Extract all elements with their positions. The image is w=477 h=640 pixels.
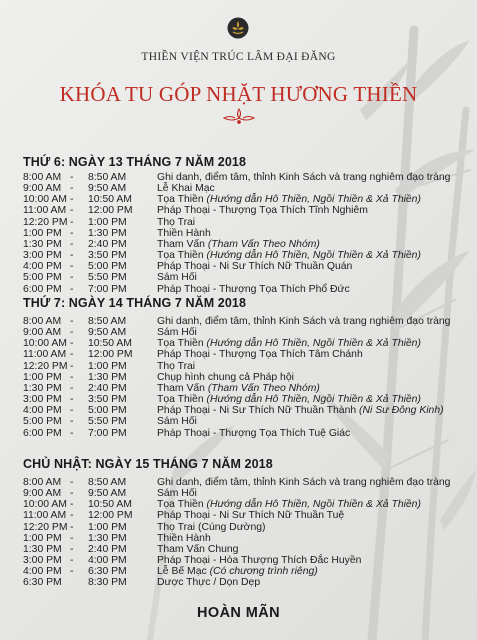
activity-note: (Hướng dẫn Hô Thiền, Ngồi Thiền & Xả Thiền) xyxy=(206,250,421,262)
end-time: 5:50 PM xyxy=(88,272,127,284)
time-separator: - xyxy=(70,316,74,327)
start-time: 5:00 PM xyxy=(23,416,62,428)
start-time: 9:00 AM xyxy=(23,488,62,500)
activity xyxy=(157,316,450,328)
start-time: 1:30 PM xyxy=(23,382,62,394)
start-time: 8:00 AM xyxy=(23,172,62,183)
end-time: 9:50 AM xyxy=(88,327,127,339)
activity-text: Thọ Trai xyxy=(157,216,196,228)
activity xyxy=(157,405,444,417)
activity-note: (Hướng dẫn Hô Thiền, Ngồi Thiền & Xả Thiền) xyxy=(206,394,421,406)
activity-text: Pháp Thoại - Thượng Tọa Thích Phổ Đức xyxy=(157,283,350,295)
activity-text: Pháp Thoại - Ni Sư Thích Nữ Thuần Tuệ xyxy=(157,510,345,522)
time-separator: - xyxy=(70,194,74,206)
activity-note: (Ni Sư Đông Kinh) xyxy=(359,405,444,417)
end-time: 2:40 PM xyxy=(88,382,127,394)
start-time: 1:00 PM xyxy=(23,227,62,239)
day-heading: CHỦ NHẬT: NGÀY 15 THÁNG 7 NĂM 2018 xyxy=(23,457,273,471)
activity xyxy=(157,428,350,440)
activity-note: (Hướng dẫn Hô Thiền, Ngồi Thiền & Xả Thiền) xyxy=(206,499,421,511)
activity-text: Sám Hối xyxy=(157,272,197,284)
start-time: 4:00 PM xyxy=(23,261,62,273)
time-separator: - xyxy=(70,238,74,250)
time-separator: - xyxy=(70,555,74,567)
time-separator: - xyxy=(70,488,74,500)
activity-note: (Hướng dẫn Hô Thiền, Ngồi Thiền & Xả Thiền) xyxy=(206,194,421,206)
time-separator: - xyxy=(70,327,74,339)
end-time: 3:50 PM xyxy=(88,394,127,406)
time-separator: - xyxy=(70,349,74,361)
temple-logo xyxy=(227,17,249,39)
end-time: 7:00 PM xyxy=(88,427,127,439)
activity-text: Ghi danh, điểm tâm, thỉnh Kinh Sách và trang nghiêm đạo tràng xyxy=(157,316,451,327)
activity-text: Dược Thực / Dọn Dẹp xyxy=(157,577,261,589)
activity-text: Pháp Thoại - Thượng Tọa Thích Tuệ Giác xyxy=(157,427,351,439)
time-separator: - xyxy=(70,394,74,406)
end-time: 10:50 AM xyxy=(88,499,132,511)
activity-text: Thiền Hành xyxy=(157,227,211,239)
start-time: 9:00 AM xyxy=(23,327,62,339)
retreat-title: KHÓA TU GÓP NHẶT HƯƠNG THIỀN xyxy=(59,82,418,106)
time-separator: - xyxy=(70,183,74,195)
end-time: 3:50 PM xyxy=(88,250,127,262)
start-time: 10:00 AM xyxy=(23,338,67,350)
activity xyxy=(157,284,350,296)
activity-text: Sám Hối xyxy=(157,416,197,428)
time-separator: - xyxy=(70,272,74,284)
activity-text: Tọa Thiền xyxy=(157,338,207,350)
end-time: 5:50 PM xyxy=(88,416,127,428)
start-time: 3:00 PM xyxy=(23,250,62,262)
time-separator: - xyxy=(70,172,74,183)
time-separator: - xyxy=(70,371,74,383)
activity-text: Tọa Thiền xyxy=(157,394,207,406)
activity-text: Ghi danh, điểm tâm, thỉnh Kinh Sách và trang nghiêm đạo tràng xyxy=(157,477,451,488)
end-time: 7:00 PM xyxy=(88,283,127,295)
time-separator: - xyxy=(70,338,74,350)
time-separator: - xyxy=(70,416,74,428)
activity-text: Tham Vấn Chung xyxy=(157,543,239,555)
time-separator: - xyxy=(70,205,74,217)
time-separator: - xyxy=(70,532,74,544)
time-separator: - xyxy=(70,360,74,372)
end-time: 12:00 PM xyxy=(88,205,133,217)
end-time: 2:40 PM xyxy=(88,238,127,250)
activity-text: Pháp Thoại - Thượng Tọa Thích Tâm Chánh xyxy=(157,349,363,361)
activity-note: (Tham Vấn Theo Nhóm) xyxy=(207,238,320,250)
end-time: 9:50 AM xyxy=(88,183,127,195)
time-separator: - xyxy=(70,543,74,555)
end-time: 1:00 PM xyxy=(88,360,127,372)
title-ornament xyxy=(218,106,260,126)
time-separator: - xyxy=(70,499,74,511)
time-separator: - xyxy=(70,405,74,417)
start-time: 11:00 AM xyxy=(23,510,67,522)
start-time: 12:20 PM xyxy=(23,521,68,533)
activity-text: Chụp hình chung cả Pháp hội xyxy=(157,371,294,383)
activity xyxy=(157,577,260,589)
start-time: 1:00 PM xyxy=(23,532,62,544)
start-time: 6:30 PM xyxy=(23,577,62,589)
start-time: 10:00 AM xyxy=(23,194,67,206)
start-time: 11:00 AM xyxy=(23,205,67,217)
end-time: 6:30 PM xyxy=(88,566,127,578)
day-heading: THỨ 6: NGÀY 13 THÁNG 7 NĂM 2018 xyxy=(23,155,247,169)
activity-text: Tọa Thiền xyxy=(157,194,207,206)
time-separator: - xyxy=(70,283,74,295)
start-time: 6:00 PM xyxy=(23,427,62,439)
activity-note: (Tham Vấn Theo Nhóm) xyxy=(207,382,320,394)
closing-text: HOÀN MÃN xyxy=(197,605,280,621)
activity-text: Ghi danh, điểm tâm, thỉnh Kinh Sách và trang nghiêm đạo tràng xyxy=(157,172,451,183)
activity-text: Tọa Thiền xyxy=(157,250,207,262)
end-time: 8:30 PM xyxy=(88,577,127,589)
time-separator: - xyxy=(70,261,74,273)
time-separator: - xyxy=(70,250,74,262)
end-time: 8:50 AM xyxy=(88,172,127,183)
day-heading: THỨ 7: NGÀY 14 THÁNG 7 NĂM 2018 xyxy=(23,296,247,310)
end-time: 1:30 PM xyxy=(88,227,127,239)
end-time: 1:00 PM xyxy=(88,521,127,533)
end-time: 9:50 AM xyxy=(88,488,127,500)
end-time: 4:00 PM xyxy=(88,555,127,567)
end-time: 8:50 AM xyxy=(88,477,127,488)
start-time: 4:00 PM xyxy=(23,405,62,417)
time-separator: - xyxy=(70,382,74,394)
activity-text: Pháp Thoại - Ni Sư Thích Nữ Thuần Quán xyxy=(157,261,353,273)
time-separator: - xyxy=(70,510,74,522)
start-time: 6:00 PM xyxy=(23,283,62,295)
activity-text: Tham Vấn xyxy=(157,382,208,394)
activity-text: Lễ Khai Mạc xyxy=(157,183,215,195)
activity-text: Tọa Thiền xyxy=(157,499,207,511)
start-time: 1:00 PM xyxy=(23,371,62,383)
end-time: 2:40 PM xyxy=(88,543,127,555)
end-time: 1:00 PM xyxy=(88,216,127,228)
end-time: 1:30 PM xyxy=(88,371,127,383)
start-time: 1:30 PM xyxy=(23,543,62,555)
activity-text: Tham Vấn xyxy=(157,238,208,250)
activity-text: Sám Hối xyxy=(157,488,197,500)
start-time: 8:00 AM xyxy=(23,477,62,488)
time-separator: - xyxy=(70,227,74,239)
start-time: 4:00 PM xyxy=(23,566,62,578)
end-time: 8:50 AM xyxy=(88,316,127,327)
start-time: 9:00 AM xyxy=(23,183,62,195)
activity-text: Lễ Bế Mạc xyxy=(157,566,210,578)
activity xyxy=(157,477,450,489)
activity-text: Thọ Trai (Cúng Dường) xyxy=(157,521,266,533)
activity-text: Thiền Hành xyxy=(157,532,211,544)
start-time: 12:20 PM xyxy=(23,216,68,228)
end-time: 5:00 PM xyxy=(88,261,127,273)
end-time: 12:00 PM xyxy=(88,510,133,522)
activity-note: (Hướng dẫn Hô Thiền, Ngồi Thiền & Xả Thiền) xyxy=(206,338,421,350)
activity-text: Pháp Thoại - Ni Sư Thích Nữ Thuần Thành xyxy=(157,405,360,417)
time-separator: - xyxy=(70,216,74,228)
end-time: 12:00 PM xyxy=(88,349,133,361)
activity-text: Thọ Trai xyxy=(157,360,196,372)
start-time: 11:00 AM xyxy=(23,349,67,361)
end-time: 1:30 PM xyxy=(88,532,127,544)
time-separator: - xyxy=(70,477,74,488)
activity-text: Pháp Thoại - Hòa Thượng Thích Đắc Huyền xyxy=(157,555,362,567)
start-time: 3:00 PM xyxy=(23,555,62,567)
start-time: 5:00 PM xyxy=(23,272,62,284)
temple-name: THIỀN VIỆN TRÚC LÂM ĐẠI ĐĂNG xyxy=(141,51,336,63)
end-time: 10:50 AM xyxy=(88,338,132,350)
time-separator: - xyxy=(70,427,74,439)
end-time: 10:50 AM xyxy=(88,194,132,206)
time-separator: - xyxy=(70,566,74,578)
time-separator: - xyxy=(70,521,74,533)
start-time: 12:20 PM xyxy=(23,360,68,372)
activity-text: Sám Hối xyxy=(157,327,197,339)
end-time: 5:00 PM xyxy=(88,405,127,417)
start-time: 10:00 AM xyxy=(23,499,67,511)
start-time: 1:30 PM xyxy=(23,238,62,250)
activity-text: Pháp Thoại - Thượng Tọa Thích Tĩnh Nghiêm xyxy=(157,205,368,217)
start-time: 8:00 AM xyxy=(23,316,62,327)
start-time: 3:00 PM xyxy=(23,394,62,406)
activity-note: (Có chương trình riêng) xyxy=(209,566,318,578)
